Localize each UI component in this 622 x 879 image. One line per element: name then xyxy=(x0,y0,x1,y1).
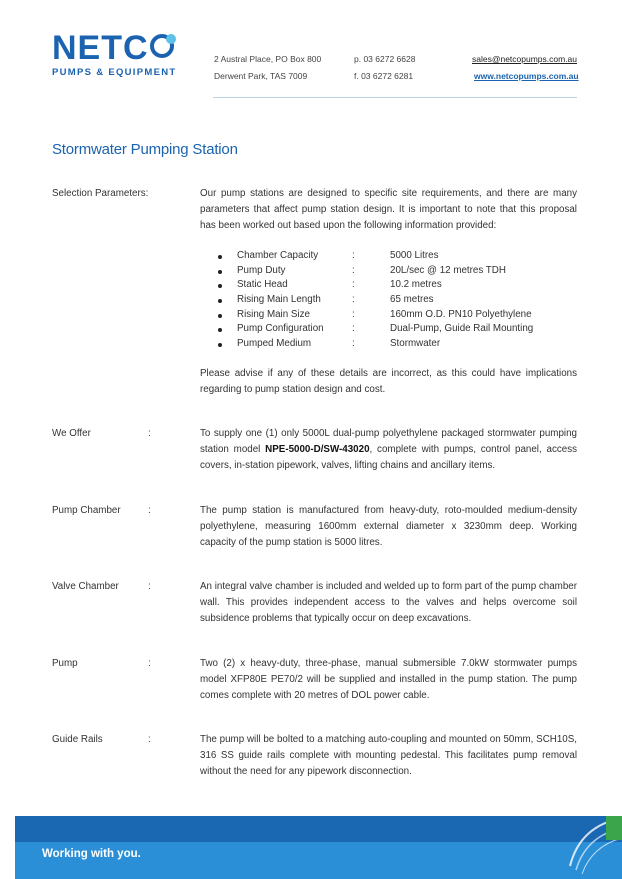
fax-number: f. 03 6272 6281 xyxy=(354,71,414,81)
footer-band-top xyxy=(15,816,622,842)
footer-swirl-icon xyxy=(560,806,622,876)
address-line-1: 2 Austral Place, PO Box 800 xyxy=(214,54,322,64)
logo-tagline: PUMPS & EQUIPMENT xyxy=(52,67,177,78)
valve-chamber-colon: : xyxy=(148,581,151,592)
list-item: Chamber Capacity : 5000 Litres xyxy=(218,250,578,265)
list-item: Pumped Medium : Stormwater xyxy=(218,338,578,353)
guide-rails-text: The pump will be bolted to a matching auto-coupling and mounted on 50mm, SCH10S, 316 SS guide rails complete with mounting pedestal. This facilitates pump removal without the need for any pipework disconnection. xyxy=(200,734,577,778)
pump-chamber-label: Pump Chamber xyxy=(52,505,121,516)
valve-chamber-text: An integral valve chamber is included and welded up to form part of the pump chamber wall. This provides independent access to the valves and helps overcome soil subsidence problems that typically occur on deep excavations. xyxy=(200,581,577,625)
we-offer-text: To supply one (1) only 5000L dual-pump polyethylene packaged stormwater pumping station model NPE-5000-D/SW-43020, complete with pumps, control panel, access covers, in-station pipework, valves, lifting chains and ancillary items. xyxy=(200,428,577,472)
pump-label: Pump xyxy=(52,658,78,669)
pump-colon: : xyxy=(148,658,151,669)
pump-chamber-text: The pump station is manufactured from heavy-duty, roto-moulded medium-density polyethylene, measuring 1600mm external diameter x 3230mm deep. Working capacity of the pump station is 5000 litres. xyxy=(200,505,577,549)
model-number: NPE-5000-D/SW-43020 xyxy=(265,444,370,456)
pump-text: Two (2) x heavy-duty, three-phase, manual submersible 7.0kW stormwater pumps model XFP80E PE70/2 will be supplied and installed in the pump station. The pump comes complete with 20 metres of DOL power cable. xyxy=(200,658,577,702)
selection-intro: Our pump stations are designed to specific site requirements, and there are many parameters that affect pump station design. It is important to note that this proposal has been worked out based upon the following information provided: xyxy=(200,188,577,232)
phone-number: p. 03 6272 6628 xyxy=(354,54,416,64)
address-line-2: Derwent Park, TAS 7009 xyxy=(214,71,308,81)
list-item: Rising Main Length : 65 metres xyxy=(218,294,578,309)
we-offer-colon: : xyxy=(148,428,151,439)
valve-chamber-label: Valve Chamber xyxy=(52,581,119,592)
guide-rails-colon: : xyxy=(148,734,151,745)
email-link[interactable]: sales@netcopumps.com.au xyxy=(472,54,578,64)
parameter-list xyxy=(218,250,578,353)
list-item: Rising Main Size : 160mm O.D. PN10 Polyethylene xyxy=(218,309,578,324)
header-divider xyxy=(213,97,577,98)
list-item: Static Head : 10.2 metres xyxy=(218,279,578,294)
page-title: Stormwater Pumping Station xyxy=(52,141,238,158)
logo-o-icon xyxy=(150,34,174,58)
pump-chamber-colon: : xyxy=(148,505,151,516)
list-item: Pump Configuration : Dual-Pump, Guide Rail Mounting xyxy=(218,323,578,338)
website-link[interactable]: www.netcopumps.com.au xyxy=(474,71,579,81)
selection-note: Please advise if any of these details are incorrect, as this could have implications regarding to pump station design and cost. xyxy=(200,368,577,396)
logo-wordmark: NETC xyxy=(52,29,149,67)
we-offer-label: We Offer xyxy=(52,428,91,439)
footer-slogan: Working with you. xyxy=(42,848,141,860)
guide-rails-label: Guide Rails xyxy=(52,734,103,745)
list-item: Pump Duty : 20L/sec @ 12 metres TDH xyxy=(218,265,578,280)
selection-parameters-label: Selection Parameters: xyxy=(52,188,149,199)
